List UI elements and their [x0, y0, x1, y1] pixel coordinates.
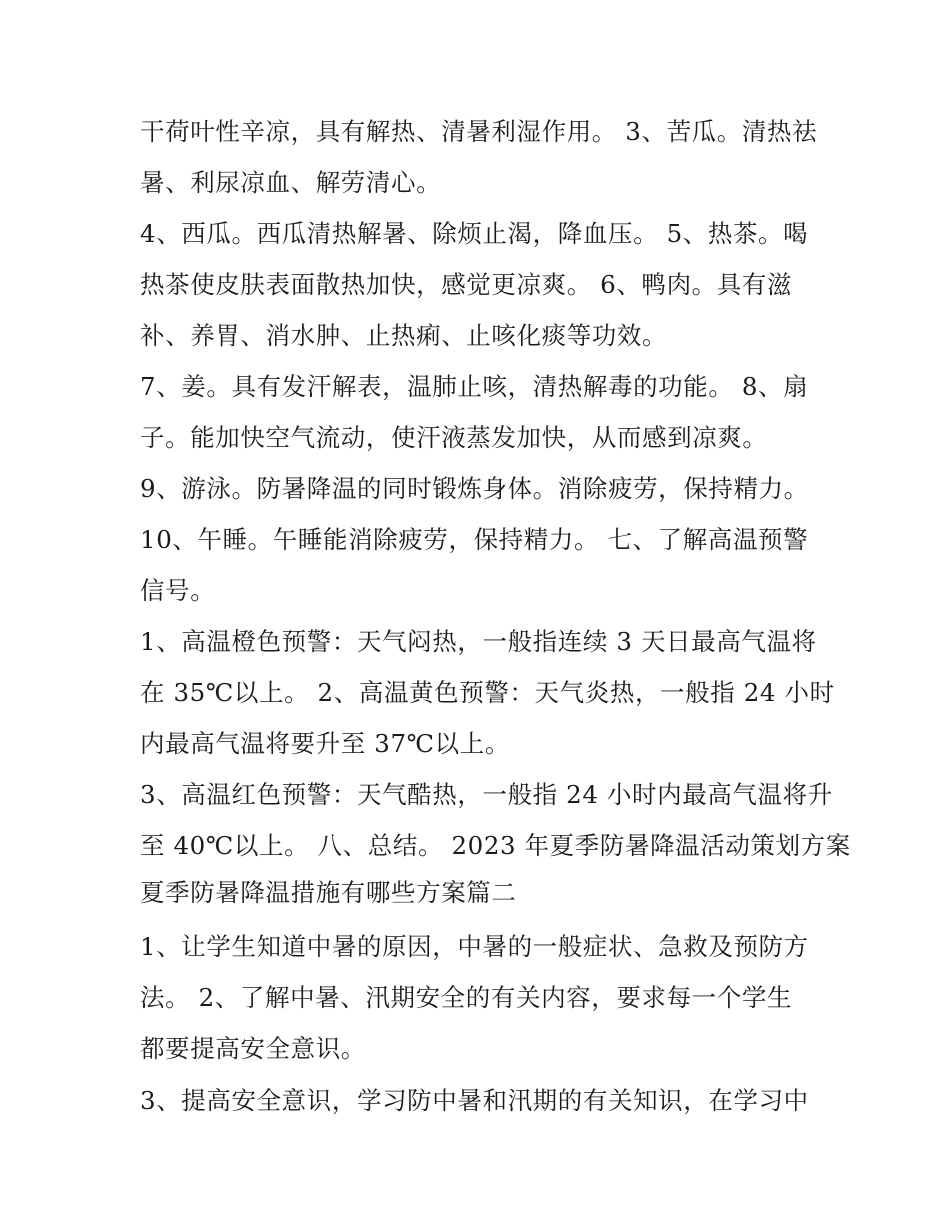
text-line: 都要提高安全意识。 [140, 1034, 366, 1063]
text-line: 信号。 [140, 576, 216, 605]
text-line: 暑、利尿凉血、解劳清心。 [140, 168, 442, 197]
text-line: 热茶使皮肤表面散热加快，感觉更凉爽。 6、鸭肉。具有滋 [140, 270, 793, 299]
text-line: 至 40℃以上。 八、总结。 2023 年夏季防暑降温活动策划方案 [140, 831, 851, 860]
text-line: 1、让学生知道中暑的原因，中暑的一般症状、急救及预防方 [140, 932, 809, 961]
text-line: 3、高温红色预警：天气酷热，一般指 24 小时内最高气温将升 [140, 780, 833, 809]
text-line: 在 35℃以上。 2、高温黄色预警：天气炎热，一般指 24 小时 [140, 678, 835, 707]
text-line: 干荷叶性辛凉，具有解热、清暑利湿作用。 3、苦瓜。清热祛 [140, 117, 818, 146]
text-line: 1、高温橙色预警：天气闷热，一般指连续 3 天日最高气温将 [140, 627, 817, 656]
text-line: 内最高气温将要升至 37℃以上。 [140, 729, 510, 758]
text-line: 子。能加快空气流动，使汗液蒸发加快，从而感到凉爽。 [140, 423, 768, 452]
text-line: 3、提高安全意识，学习防中暑和汛期的有关知识，在学习中 [140, 1086, 809, 1115]
text-line: 法。 2、了解中暑、汛期安全的有关内容，要求每一个学生 [140, 983, 793, 1012]
text-line: 补、养胃、消水肿、止热痢、止咳化痰等功效。 [140, 321, 668, 350]
text-line: 7、姜。具有发汗解表，温肺止咳，清热解毒的功能。 8、扇 [140, 372, 809, 401]
text-line: 9、游泳。防暑降温的同时锻炼身体。消除疲劳，保持精力。 [140, 474, 809, 503]
text-line: 10、午睡。午睡能消除疲劳，保持精力。 七、了解高温预警 [140, 525, 809, 554]
text-line: 4、西瓜。西瓜清热解暑、除烦止渴，降血压。 5、热茶。喝 [140, 219, 809, 248]
section-title: 夏季防暑降温措施有哪些方案篇二 [140, 878, 517, 907]
